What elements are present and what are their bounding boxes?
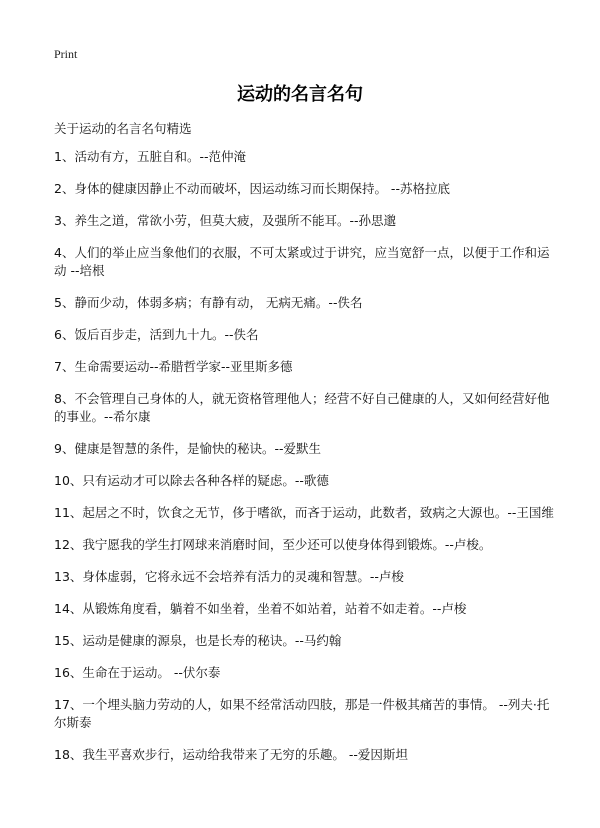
quote-item: 11、起居之不时，饮食之无节，侈于嗜欲，而吝于运动，此数者，致病之大源也。--王国维 (54, 505, 554, 520)
quote-item: 2、身体的健康因静止不动而破坏，因运动练习而长期保持。 --苏格拉底 (54, 181, 450, 196)
quote-item: 16、生命在于运动。 --伏尔泰 (54, 665, 221, 680)
quote-item: 13、身体虚弱，它将永远不会培养有活力的灵魂和智慧。--卢梭 (54, 569, 404, 584)
page-title: 运动的名言名句 (237, 84, 363, 105)
quote-item: 8、不会管理自己身体的人，就无资格管理他人；经营不好自己健康的人，又如何经营好他的事业。--希尔康 (54, 391, 550, 424)
quote-item: 7、生命需要运动--希腊哲学家--亚里斯多德 (54, 359, 293, 374)
print-link[interactable]: Print (54, 47, 78, 61)
quote-item: 3、养生之道，常欲小劳，但莫大疲，及强所不能耳。--孙思邈 (54, 213, 396, 228)
quote-item: 15、运动是健康的源泉，也是长寿的秘诀。--马约翰 (54, 633, 342, 648)
quote-item: 9、健康是智慧的条件，是愉快的秘诀。--爱默生 (54, 441, 321, 456)
quote-item: 1、活动有方，五脏自和。--范仲淹 (54, 149, 246, 164)
quote-item: 6、饭后百步走，活到九十九。--佚名 (54, 327, 259, 342)
quote-item: 10、只有运动才可以除去各种各样的疑虑。--歌德 (54, 473, 329, 488)
quote-item: 12、我宁愿我的学生打网球来消磨时间，至少还可以使身体得到锻炼。--卢梭。 (54, 537, 492, 552)
quote-item: 5、静而少动，体弱多病；有静有动， 无病无痛。--佚名 (54, 295, 363, 310)
quote-item: 18、我生平喜欢步行，运动给我带来了无穷的乐趣。 --爱因斯坦 (54, 747, 408, 762)
quote-list (54, 148, 554, 778)
intro-text: 关于运动的名言名句精选 (54, 121, 192, 136)
quote-item: 17、一个埋头脑力劳动的人，如果不经常活动四肢，那是一件极其痛苦的事情。 --列夫·托尔斯泰 (54, 697, 550, 730)
quote-item: 14、从锻炼角度看，躺着不如坐着，坐着不如站着，站着不如走着。--卢梭 (54, 601, 467, 616)
quote-item: 4、人们的举止应当象他们的衣服，不可太紧或过于讲究，应当宽舒一点，以便于工作和运动 --培根 (54, 245, 550, 278)
